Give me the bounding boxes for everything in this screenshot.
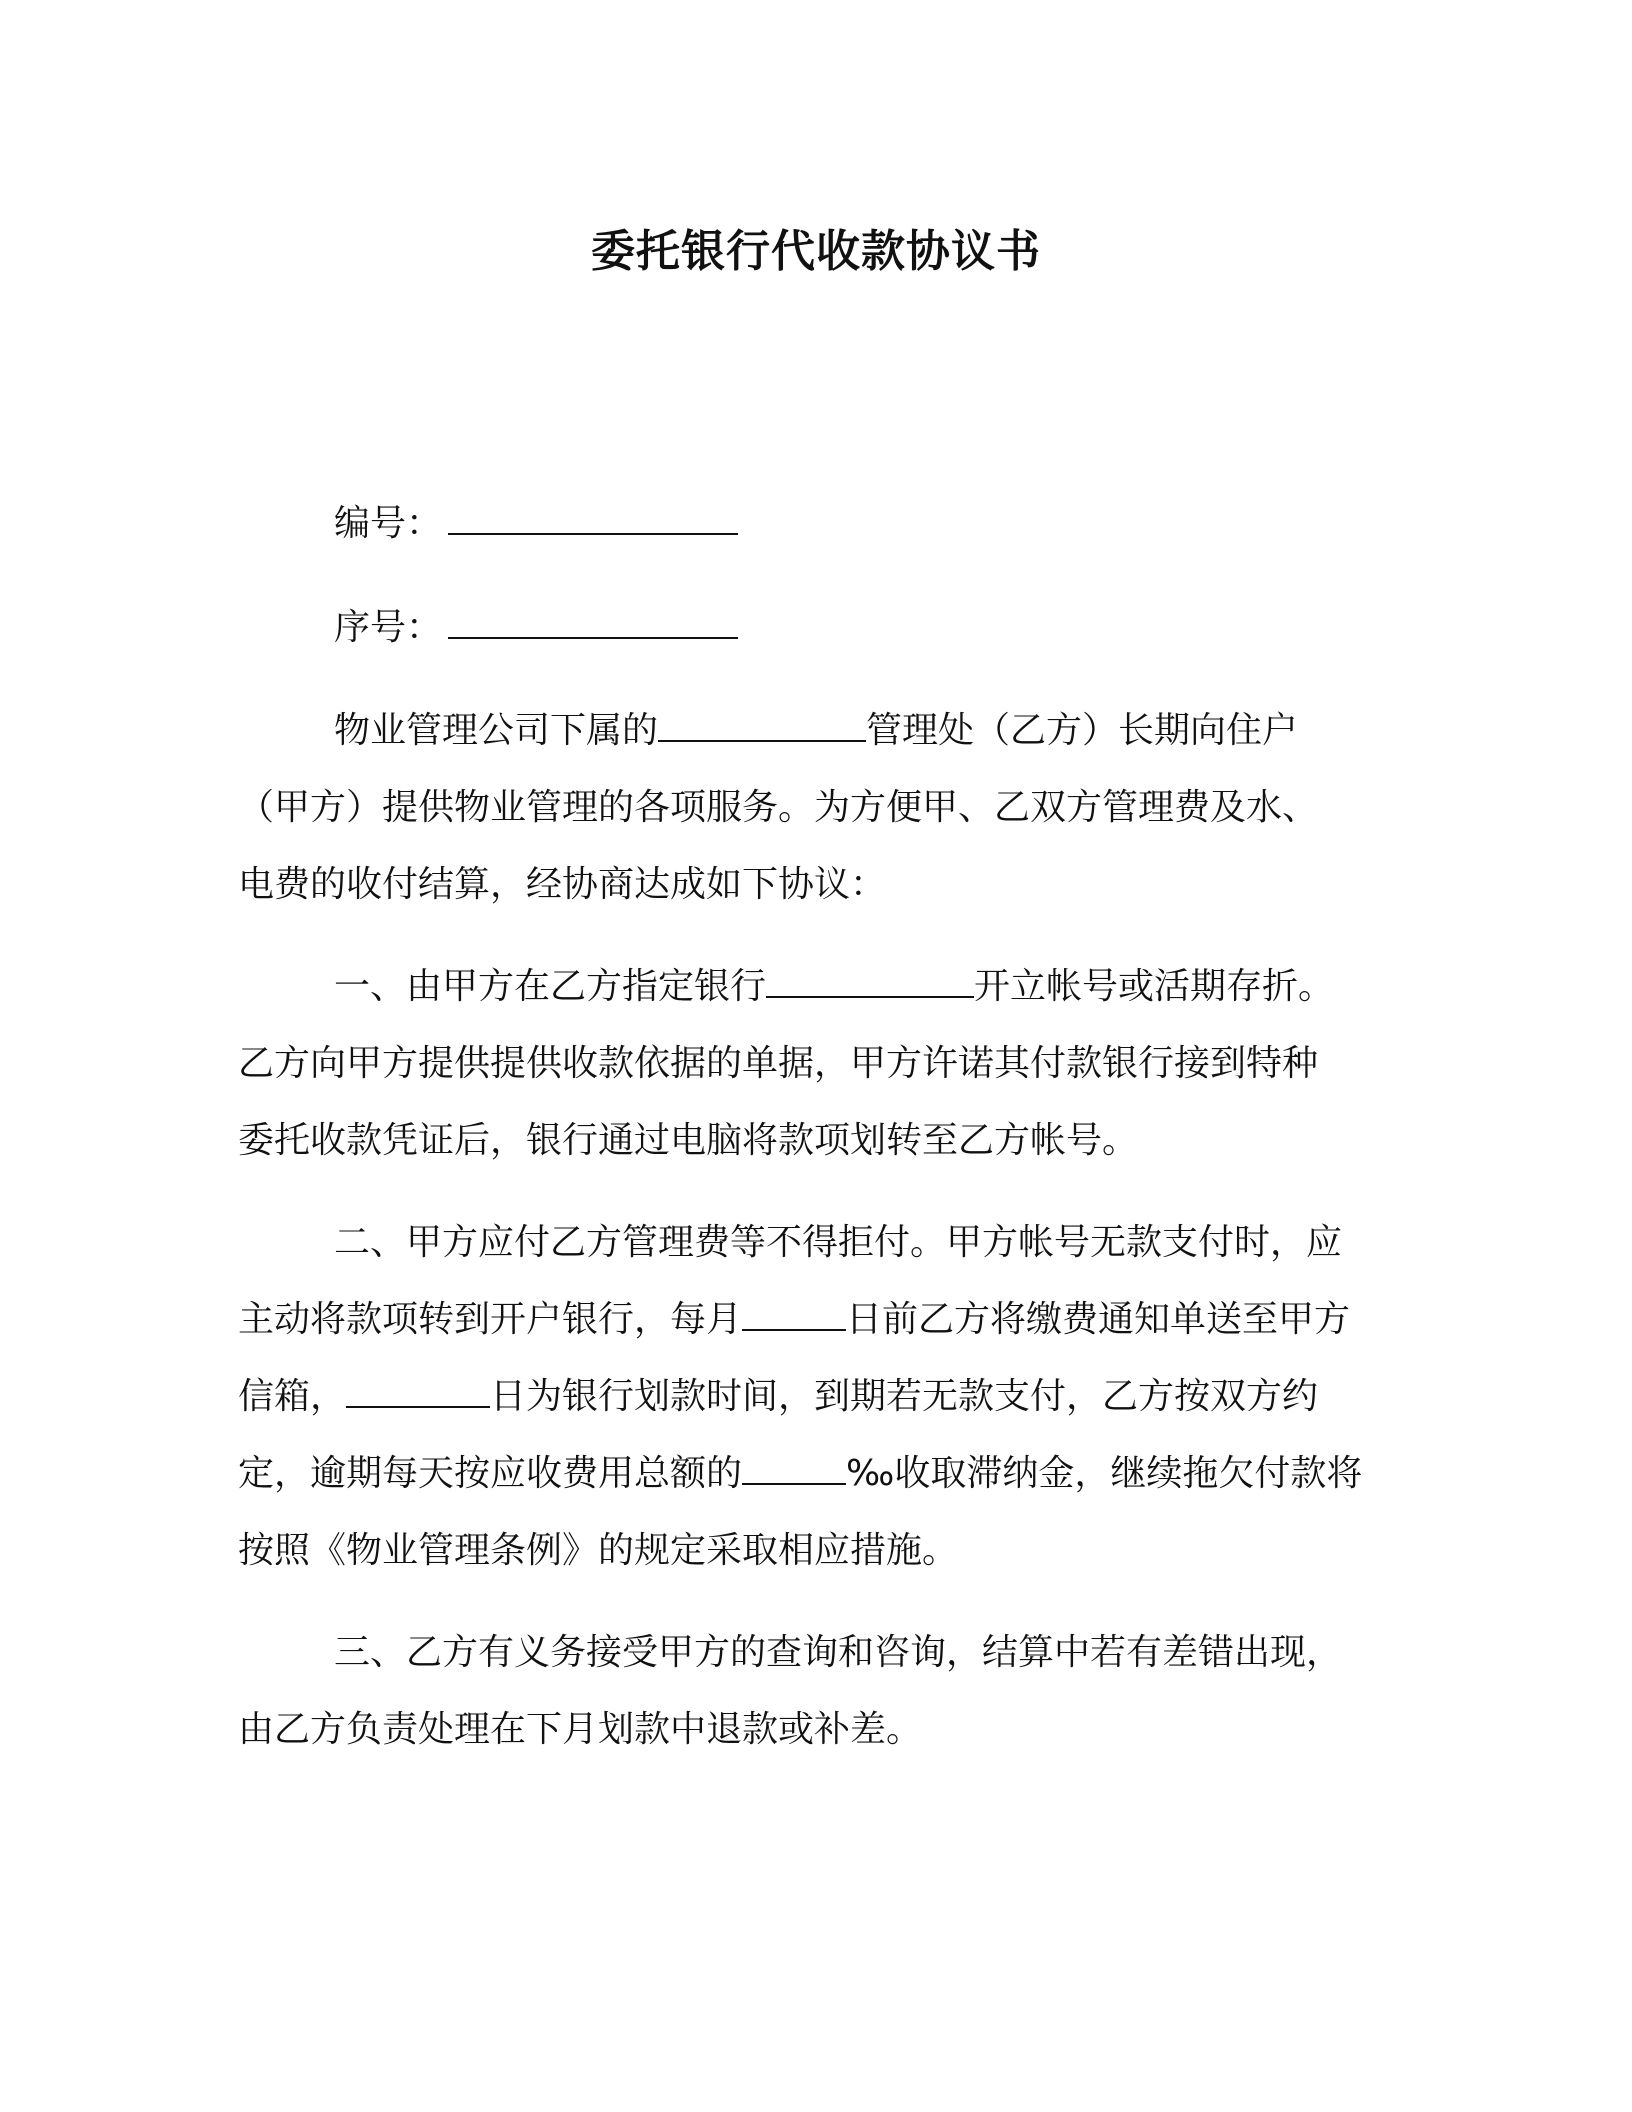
monthly-day-blank[interactable] bbox=[742, 1299, 846, 1331]
para-line bbox=[238, 1204, 1398, 1281]
text-run: （甲方）提供物业管理的各项服务。为方便甲、乙双方管理费及水、 bbox=[238, 787, 1319, 828]
text-run: 主动将款项转到开户银行，每月 bbox=[238, 1299, 743, 1340]
para-line bbox=[238, 1358, 1398, 1435]
text-run: 电费的收付结算，经协商达成如下协议： bbox=[238, 864, 887, 905]
text-run: 由乙方负责处理在下月划款中退款或补差。 bbox=[238, 1709, 923, 1750]
sequence-number-blank[interactable] bbox=[448, 607, 738, 639]
text-run: 管理处（乙方）长期向住户 bbox=[866, 710, 1299, 751]
text-run: 三、乙方有义务接受甲方的查询和咨询，结算中若有差错出现， bbox=[334, 1632, 1343, 1673]
document-title: 委托银行代收款协议书 bbox=[591, 226, 1041, 277]
paragraph-clause-2 bbox=[238, 1204, 1398, 1589]
para-line bbox=[238, 1102, 1398, 1179]
paragraph-clause-3 bbox=[238, 1614, 1398, 1768]
para-line bbox=[238, 948, 1398, 1025]
serial-number-label: 编号： bbox=[334, 503, 443, 544]
text-run: 一、由甲方在乙方指定银行 bbox=[334, 966, 767, 1007]
text-run: 开立帐号或活期存折。 bbox=[974, 966, 1335, 1007]
para-line bbox=[238, 846, 1398, 923]
paragraph-clause-1 bbox=[238, 948, 1398, 1179]
text-run: 乙方向甲方提供提供收款依据的单据，甲方许诺其付款银行接到特种 bbox=[238, 1043, 1319, 1084]
para-line bbox=[238, 1512, 1398, 1589]
serial-number-field bbox=[334, 498, 738, 550]
para-line bbox=[238, 1614, 1398, 1691]
text-run: ‰收取滞纳金，继续拖欠付款将 bbox=[846, 1453, 1363, 1494]
para-line bbox=[238, 1281, 1398, 1358]
sequence-number-field bbox=[334, 602, 738, 654]
paragraph-intro bbox=[238, 692, 1398, 923]
text-run: 物业管理公司下属的 bbox=[334, 710, 659, 751]
designated-bank-blank[interactable] bbox=[766, 966, 974, 998]
text-run: 定，逾期每天按应收费用总额的 bbox=[238, 1453, 743, 1494]
text-run: 日为银行划款时间，到期若无款支付，乙方按双方约 bbox=[490, 1376, 1319, 1417]
text-run: 信箱， bbox=[238, 1376, 347, 1417]
text-run: 二、甲方应付乙方管理费等不得拒付。甲方帐号无款支付时，应 bbox=[334, 1222, 1343, 1263]
para-line bbox=[238, 1435, 1398, 1512]
sequence-number-label: 序号： bbox=[334, 607, 443, 648]
para-line bbox=[238, 1691, 1398, 1768]
text-run: 委托收款凭证后，银行通过电脑将款项划转至乙方帐号。 bbox=[238, 1120, 1139, 1161]
para-line bbox=[238, 1025, 1398, 1102]
text-run: 日前乙方将缴费通知单送至甲方 bbox=[846, 1299, 1351, 1340]
para-line bbox=[238, 692, 1398, 769]
serial-number-blank[interactable] bbox=[448, 503, 738, 535]
deduction-day-blank[interactable] bbox=[346, 1376, 490, 1408]
para-line bbox=[238, 769, 1398, 846]
text-run: 按照《物业管理条例》的规定采取相应措施。 bbox=[238, 1530, 959, 1571]
late-fee-rate-blank[interactable] bbox=[742, 1453, 846, 1485]
management-office-blank[interactable] bbox=[658, 710, 866, 742]
